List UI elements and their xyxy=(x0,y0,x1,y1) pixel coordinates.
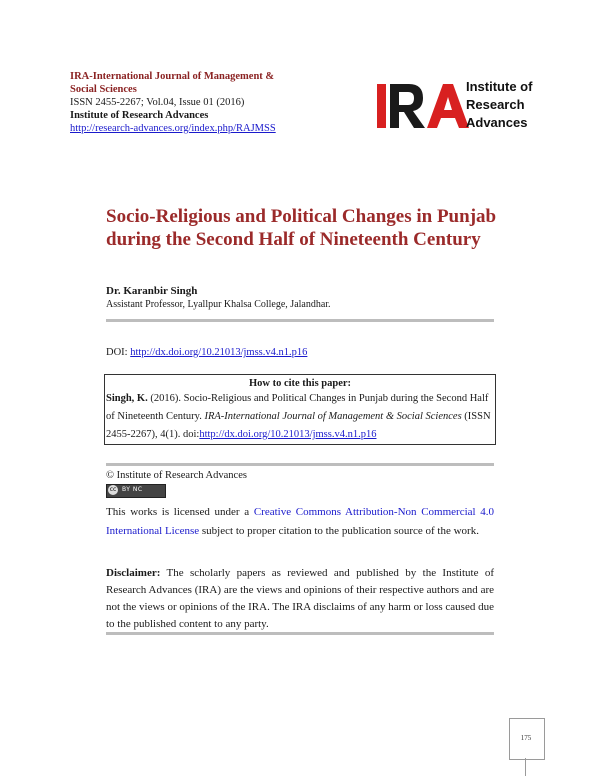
citation-text xyxy=(106,390,494,444)
citation-author: Singh, K. xyxy=(106,393,148,404)
logo-letter-i xyxy=(377,84,386,128)
license-text-2: subject to proper citation to the publication source of the work. xyxy=(199,525,479,537)
license-statement xyxy=(106,503,494,541)
license-link[interactable]: Creative Commons Attribution-Non Commercial 4.0 International License xyxy=(106,506,495,537)
license-text-1: This works is licensed under a xyxy=(106,506,254,518)
doi-line xyxy=(106,347,307,358)
journal-header xyxy=(70,70,300,135)
citation-doi-link[interactable]: http://dx.doi.org/10.21013/jmss.v4.n1.p16 xyxy=(199,429,377,440)
logo-text xyxy=(466,78,532,132)
doi-label: DOI: xyxy=(106,347,128,358)
author-affiliation: Assistant Professor, Lyallpur Khalsa College, Jalandhar. xyxy=(106,299,331,310)
journal-url-link[interactable]: http://research-advances.org/index.php/RAJMSS xyxy=(70,123,276,134)
citation-heading: How to cite this paper: xyxy=(248,378,352,389)
disclaimer-text: The scholarly papers as reviewed and published by the Institute of Research Advances (IRA) are the views and opinions of their respective authors and are not the views or opinions of the IRA. The IRA disclaims of any harm or loss caused due to the published content to any party. xyxy=(106,567,494,630)
issn-line: ISSN 2455-2267; Vol.04, Issue 01 (2016) xyxy=(70,97,245,108)
logo-letter-r xyxy=(390,84,425,128)
disclaimer-label: Disclaimer: xyxy=(106,567,161,579)
divider xyxy=(106,319,494,322)
citation-text-1: (2016). Socio-Religious and Political Changes in Punjab during the Second Half of Nineteenth Century. xyxy=(106,393,489,422)
logo-text-line2: Research xyxy=(466,97,525,112)
author-name: Dr. Karanbir Singh xyxy=(106,285,198,297)
doi-link[interactable]: http://dx.doi.org/10.21013/jmss.v4.n1.p16 xyxy=(130,347,308,358)
copyright-line: © Institute of Research Advances xyxy=(106,470,247,481)
cc-badge-text: BY NC xyxy=(122,486,143,493)
citation-journal: IRA-International Journal of Management & Social Sciences xyxy=(204,411,462,422)
logo-letter-a xyxy=(427,84,469,128)
divider xyxy=(106,463,494,466)
publisher-name: Institute of Research Advances xyxy=(70,110,209,121)
logo-text-line3: Advances xyxy=(466,115,528,130)
journal-name: IRA-International Journal of Management & Social Sciences xyxy=(70,71,275,95)
divider xyxy=(106,632,494,635)
page-number: 175 xyxy=(520,734,532,742)
article-title: Socio-Religious and Political Changes in Punjab during the Second Half of Nineteenth Century xyxy=(106,206,497,250)
cc-icon: cc xyxy=(109,486,117,493)
citation-text-2: (ISSN 2455-2267), 4(1). doi: xyxy=(106,411,491,440)
logo-text-line1: Institute of xyxy=(466,79,533,94)
disclaimer xyxy=(106,565,494,633)
page-number-line xyxy=(525,758,526,776)
